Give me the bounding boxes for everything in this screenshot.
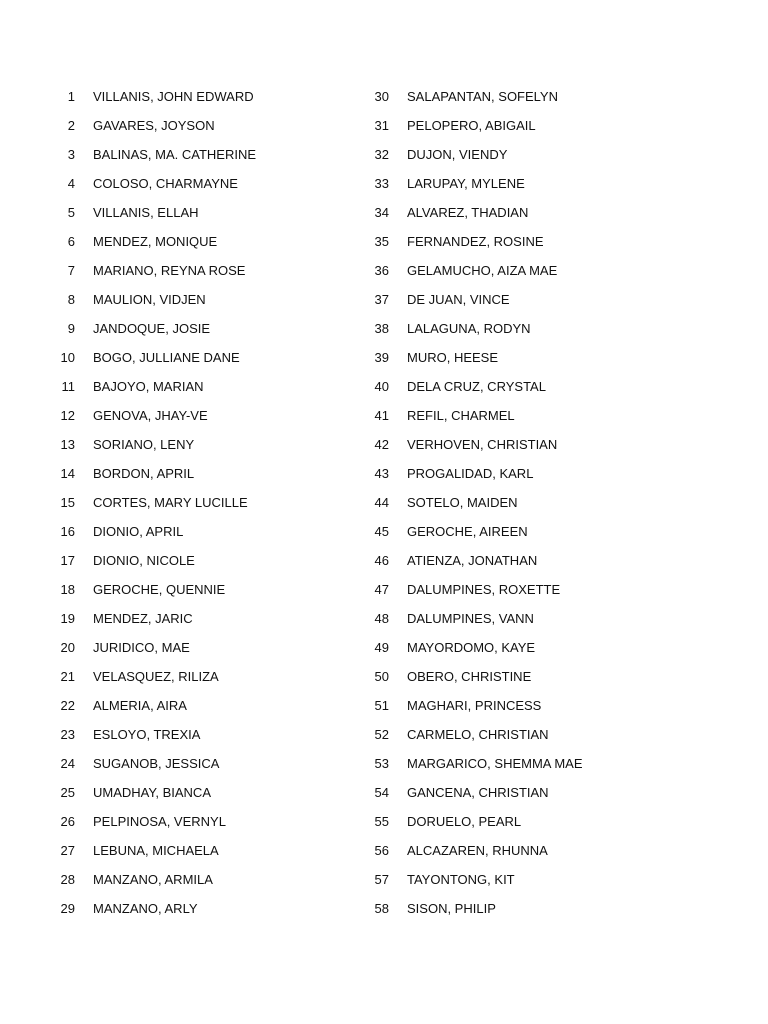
list-item-name: GEROCHE, AIREEN	[407, 524, 528, 539]
list-item	[354, 546, 734, 575]
list-item	[354, 343, 734, 372]
list-item-number: 31	[374, 118, 389, 133]
list-item-name: GENOVA, JHAY-VE	[93, 408, 208, 423]
list-item-number: 34	[374, 205, 389, 220]
list-item-number: 44	[374, 495, 389, 510]
name-list-right-column	[354, 82, 734, 923]
list-item-name: BAJOYO, MARIAN	[93, 379, 204, 394]
list-item-name: JURIDICO, MAE	[93, 640, 190, 655]
list-item-name: MENDEZ, JARIC	[93, 611, 193, 626]
list-item-name: MANZANO, ARMILA	[93, 872, 213, 887]
list-item	[40, 372, 340, 401]
list-item	[354, 691, 734, 720]
list-item-name: VILLANIS, JOHN EDWARD	[93, 89, 254, 104]
list-item-name: ATIENZA, JONATHAN	[407, 553, 538, 568]
list-item	[354, 227, 734, 256]
list-item-name: VELASQUEZ, RILIZA	[93, 669, 219, 684]
list-item-number: 54	[374, 785, 389, 800]
list-item-number: 21	[60, 669, 75, 684]
name-list-left-column	[40, 82, 340, 923]
list-item-name: DE JUAN, VINCE	[407, 292, 510, 307]
list-item-number: 17	[60, 553, 75, 568]
list-item-number: 38	[374, 321, 389, 336]
list-item-number: 50	[374, 669, 389, 684]
list-item-name: BORDON, APRIL	[93, 466, 195, 481]
list-item-name: COLOSO, CHARMAYNE	[93, 176, 238, 191]
list-item-number: 7	[67, 263, 75, 278]
list-item-number: 27	[60, 843, 75, 858]
list-item-name: OBERO, CHRISTINE	[407, 669, 532, 684]
list-item-name: SALAPANTAN, SOFELYN	[407, 89, 558, 104]
list-item-number: 10	[60, 350, 75, 365]
list-item	[40, 749, 340, 778]
list-item	[40, 894, 340, 923]
list-item	[40, 517, 340, 546]
list-item	[40, 662, 340, 691]
list-item	[354, 575, 734, 604]
list-item-name: ESLOYO, TREXIA	[93, 727, 201, 742]
list-item-name: MAGHARI, PRINCESS	[407, 698, 542, 713]
list-item-number: 6	[67, 234, 75, 249]
list-item-name: MARIANO, REYNA ROSE	[93, 263, 246, 278]
list-item	[354, 459, 734, 488]
list-item-number: 37	[374, 292, 389, 307]
list-item-name: DELA CRUZ, CRYSTAL	[407, 379, 546, 394]
list-item-number: 15	[60, 495, 75, 510]
list-item-number: 51	[374, 698, 389, 713]
list-item-name: FERNANDEZ, ROSINE	[407, 234, 544, 249]
list-item-name: UMADHAY, BIANCA	[93, 785, 211, 800]
list-item-number: 24	[60, 756, 75, 771]
list-item	[40, 604, 340, 633]
list-item-name: VERHOVEN, CHRISTIAN	[407, 437, 558, 452]
list-item-number: 30	[374, 89, 389, 104]
list-item-name: CARMELO, CHRISTIAN	[407, 727, 549, 742]
list-item-name: DALUMPINES, VANN	[407, 611, 534, 626]
list-item	[40, 198, 340, 227]
list-item-number: 56	[374, 843, 389, 858]
list-item-number: 53	[374, 756, 389, 771]
list-item	[40, 82, 340, 111]
list-item-name: DIONIO, NICOLE	[93, 553, 195, 568]
list-item-name: REFIL, CHARMEL	[407, 408, 515, 423]
list-item	[354, 140, 734, 169]
list-item-name: PELPINOSA, VERNYL	[93, 814, 226, 829]
list-item	[40, 314, 340, 343]
list-item	[40, 256, 340, 285]
list-item-number: 33	[374, 176, 389, 191]
list-item-name: JANDOQUE, JOSIE	[93, 321, 211, 336]
list-item-number: 16	[60, 524, 75, 539]
list-item	[40, 691, 340, 720]
list-item-number: 1	[67, 89, 75, 104]
list-item	[40, 488, 340, 517]
list-item-number: 18	[60, 582, 75, 597]
list-item	[354, 256, 734, 285]
list-item	[354, 169, 734, 198]
list-item	[40, 546, 340, 575]
list-item-name: MARGARICO, SHEMMA MAE	[407, 756, 583, 771]
list-item-number: 43	[374, 466, 389, 481]
list-item	[354, 372, 734, 401]
list-item	[40, 169, 340, 198]
list-item	[354, 285, 734, 314]
list-item-number: 35	[374, 234, 389, 249]
list-item	[354, 749, 734, 778]
list-item-number: 48	[374, 611, 389, 626]
list-item-number: 41	[374, 408, 389, 423]
list-item	[354, 82, 734, 111]
list-item-name: MAYORDOMO, KAYE	[407, 640, 536, 655]
list-item	[354, 778, 734, 807]
list-item-name: LARUPAY, MYLENE	[407, 176, 525, 191]
list-item-number: 23	[60, 727, 75, 742]
list-item	[354, 401, 734, 430]
list-item	[40, 633, 340, 662]
list-item-number: 20	[60, 640, 75, 655]
list-item-number: 25	[60, 785, 75, 800]
list-item	[354, 865, 734, 894]
list-item-number: 45	[374, 524, 389, 539]
list-item-name: GELAMUCHO, AIZA MAE	[407, 263, 558, 278]
list-item-name: SORIANO, LENY	[93, 437, 195, 452]
list-item-number: 19	[60, 611, 75, 626]
list-item-name: ALCAZAREN, RHUNNA	[407, 843, 548, 858]
list-item	[40, 865, 340, 894]
list-item-name: DALUMPINES, ROXETTE	[407, 582, 561, 597]
list-item-number: 42	[374, 437, 389, 452]
list-item-name: BOGO, JULLIANE DANE	[93, 350, 240, 365]
list-item-number: 9	[67, 321, 75, 336]
list-item	[354, 314, 734, 343]
list-item	[40, 575, 340, 604]
list-item-name: GAVARES, JOYSON	[93, 118, 215, 133]
list-item-number: 28	[60, 872, 75, 887]
list-item-number: 58	[374, 901, 389, 916]
list-item-number: 32	[374, 147, 389, 162]
list-item	[40, 836, 340, 865]
list-item	[354, 807, 734, 836]
list-item	[354, 836, 734, 865]
list-item-number: 40	[374, 379, 389, 394]
list-item	[354, 198, 734, 227]
list-item-name: SOTELO, MAIDEN	[407, 495, 518, 510]
list-item-number: 5	[67, 205, 75, 220]
list-item	[354, 720, 734, 749]
list-item	[40, 459, 340, 488]
list-item	[354, 894, 734, 923]
list-item-name: CORTES, MARY LUCILLE	[93, 495, 248, 510]
list-item-number: 14	[60, 466, 75, 481]
list-item	[40, 140, 340, 169]
list-item-number: 11	[61, 379, 75, 394]
list-item	[40, 720, 340, 749]
list-item-number: 2	[67, 118, 75, 133]
list-item-number: 8	[67, 292, 75, 307]
list-item	[40, 401, 340, 430]
list-item-name: VILLANIS, ELLAH	[93, 205, 199, 220]
list-item	[40, 778, 340, 807]
list-item-number: 57	[374, 872, 389, 887]
list-item-name: DIONIO, APRIL	[93, 524, 184, 539]
list-item-name: PROGALIDAD, KARL	[407, 466, 534, 481]
list-item-number: 36	[374, 263, 389, 278]
list-item-name: DUJON, VIENDY	[407, 147, 508, 162]
list-item-name: BALINAS, MA. CATHERINE	[93, 147, 257, 162]
list-item-name: ALVAREZ, THADIAN	[407, 205, 529, 220]
list-item	[40, 285, 340, 314]
list-item-number: 55	[374, 814, 389, 829]
list-item	[354, 604, 734, 633]
list-item-name: TAYONTONG, KIT	[407, 872, 515, 887]
list-item-name: ALMERIA, AIRA	[93, 698, 187, 713]
list-item	[40, 430, 340, 459]
list-item-number: 26	[60, 814, 75, 829]
list-item-number: 46	[374, 553, 389, 568]
list-item	[354, 633, 734, 662]
list-item-number: 13	[60, 437, 75, 452]
list-item-name: MAULION, VIDJEN	[93, 292, 206, 307]
list-item-number: 52	[374, 727, 389, 742]
list-item-number: 47	[374, 582, 389, 597]
list-item-name: DORUELO, PEARL	[407, 814, 522, 829]
list-item	[354, 662, 734, 691]
list-item	[354, 111, 734, 140]
list-item	[354, 517, 734, 546]
list-item	[40, 111, 340, 140]
list-item-name: GANCENA, CHRISTIAN	[407, 785, 549, 800]
list-item-name: SUGANOB, JESSICA	[93, 756, 220, 771]
list-item	[354, 430, 734, 459]
list-item	[40, 227, 340, 256]
list-item	[354, 488, 734, 517]
list-item-number: 12	[60, 408, 75, 423]
list-item-number: 39	[374, 350, 389, 365]
list-item-name: GEROCHE, QUENNIE	[93, 582, 226, 597]
list-item-name: LEBUNA, MICHAELA	[93, 843, 219, 858]
list-item-name: MURO, HEESE	[407, 350, 499, 365]
list-item-number: 22	[60, 698, 75, 713]
list-item-number: 4	[67, 176, 75, 191]
list-item-number: 49	[374, 640, 389, 655]
list-item-number: 3	[67, 147, 75, 162]
list-item	[40, 343, 340, 372]
list-item-name: MANZANO, ARLY	[93, 901, 198, 916]
list-item-name: MENDEZ, MONIQUE	[93, 234, 218, 249]
list-item	[40, 807, 340, 836]
list-item-name: LALAGUNA, RODYN	[407, 321, 531, 336]
list-item-name: PELOPERO, ABIGAIL	[407, 118, 536, 133]
list-item-name: SISON, PHILIP	[407, 901, 496, 916]
list-item-number: 29	[60, 901, 75, 916]
